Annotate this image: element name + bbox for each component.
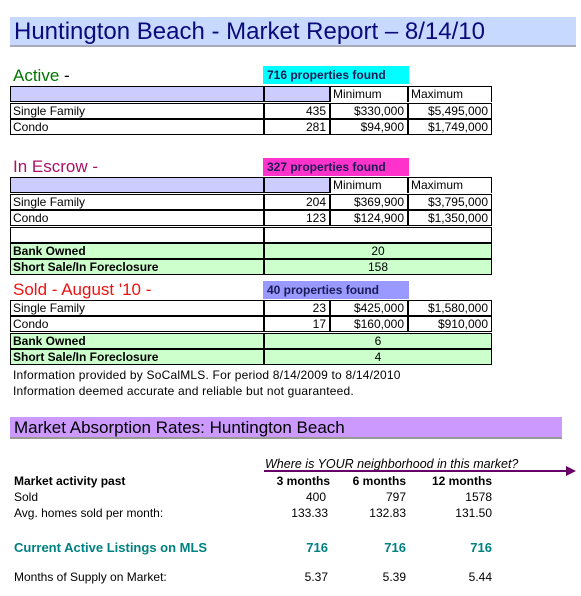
avg-6-months: 132.83 xyxy=(369,506,406,520)
sold-row-label: Single Family xyxy=(10,300,264,316)
active-row-min: $94,900 xyxy=(330,119,408,135)
source-note: Information provided by SoCalMLS. For period 8/14/2009 to 8/14/2010 xyxy=(13,368,401,382)
active-listings-label: Current Active Listings on MLS xyxy=(14,540,208,555)
supply-6-months: 5.39 xyxy=(382,570,406,584)
active-heading xyxy=(13,66,70,86)
col-6-months: 6 months xyxy=(352,474,406,488)
escrow-spacer-right xyxy=(264,227,492,243)
sold-bank-owned-label: Bank Owned xyxy=(10,333,264,349)
sold-row-count: 23 xyxy=(264,300,330,316)
escrow-header-blank xyxy=(10,177,264,193)
escrow-row-label: Single Family xyxy=(10,194,264,210)
col-12-months: 12 months xyxy=(431,474,492,488)
avg-3-months: 133.33 xyxy=(291,506,328,520)
sold-row-max: $910,000 xyxy=(408,316,492,332)
avg-12-months: 131.50 xyxy=(455,506,492,520)
avg-sold-label: Avg. homes sold per month: xyxy=(14,506,164,520)
sold-row-label: Condo xyxy=(10,316,264,332)
sold-12-months: 1578 xyxy=(465,490,492,504)
listings-3-months: 716 xyxy=(306,540,328,555)
active-row-min: $330,000 xyxy=(330,103,408,119)
escrow-row-count: 204 xyxy=(264,194,330,210)
active-header-count xyxy=(264,86,330,102)
sold-6-months: 797 xyxy=(385,490,406,504)
sold-short-sale-label: Short Sale/In Foreclosure xyxy=(10,349,264,365)
escrow-row-max: $3,795,000 xyxy=(408,194,492,210)
active-row-max: $1,749,000 xyxy=(408,119,492,135)
active-heading-text: Active xyxy=(13,66,60,85)
sold-short-sale-value: 4 xyxy=(264,349,492,365)
escrow-short-sale-label: Short Sale/In Foreclosure xyxy=(10,259,264,275)
active-row-label: Condo xyxy=(10,119,264,135)
escrow-header-count xyxy=(264,177,330,193)
active-row-max: $5,495,000 xyxy=(408,103,492,119)
active-heading-dash: - xyxy=(59,66,70,85)
col-3-months: 3 months xyxy=(276,474,330,488)
months-supply-label: Months of Supply on Market: xyxy=(14,570,167,584)
supply-3-months: 5.37 xyxy=(304,570,328,584)
sold-row-max: $1,580,000 xyxy=(408,300,492,316)
disclaimer-note: Information deemed accurate and reliable but not guaranteed. xyxy=(13,384,354,398)
active-header-max: Maximum xyxy=(408,86,492,102)
escrow-found-badge: 327 properties found xyxy=(263,158,409,176)
escrow-row-label: Condo xyxy=(10,210,264,226)
listings-12-months: 716 xyxy=(470,540,492,555)
escrow-header-max: Maximum xyxy=(408,177,492,193)
escrow-row-min: $369,900 xyxy=(330,194,408,210)
escrow-header-min: Minimum xyxy=(330,177,408,193)
active-row-count: 435 xyxy=(264,103,330,119)
sold-found-badge: 40 properties found xyxy=(263,281,409,299)
sold-bank-owned-value: 6 xyxy=(264,333,492,349)
active-found-badge: 716 properties found xyxy=(263,66,409,84)
escrow-bank-owned-value: 20 xyxy=(264,243,492,259)
activity-label: Market activity past xyxy=(14,474,126,488)
sold-row-count: 17 xyxy=(264,316,330,332)
sold-label: Sold xyxy=(14,490,39,504)
escrow-spacer-left xyxy=(10,227,264,243)
escrow-row-count: 123 xyxy=(264,210,330,226)
escrow-row-min: $124,900 xyxy=(330,210,408,226)
supply-12-months: 5.44 xyxy=(468,570,492,584)
active-header-blank xyxy=(10,86,264,102)
active-header-min: Minimum xyxy=(330,86,408,102)
escrow-short-sale-value: 158 xyxy=(264,259,492,275)
neighborhood-question: Where is YOUR neighborhood in this market? xyxy=(265,457,519,471)
active-row-label: Single Family xyxy=(10,103,264,119)
active-row-count: 281 xyxy=(264,119,330,135)
report-title: Huntington Beach - Market Report – 8/14/10 xyxy=(10,17,576,47)
sold-row-min: $160,000 xyxy=(330,316,408,332)
sold-3-months: 400 xyxy=(305,490,326,504)
listings-6-months: 716 xyxy=(384,540,406,555)
sold-heading: Sold - August '10 - xyxy=(13,280,152,299)
escrow-row-max: $1,350,000 xyxy=(408,210,492,226)
sold-row-min: $425,000 xyxy=(330,300,408,316)
absorption-title: Market Absorption Rates: Huntington Beach xyxy=(10,417,562,439)
escrow-heading: In Escrow - xyxy=(13,157,99,176)
escrow-bank-owned-label: Bank Owned xyxy=(10,243,264,259)
